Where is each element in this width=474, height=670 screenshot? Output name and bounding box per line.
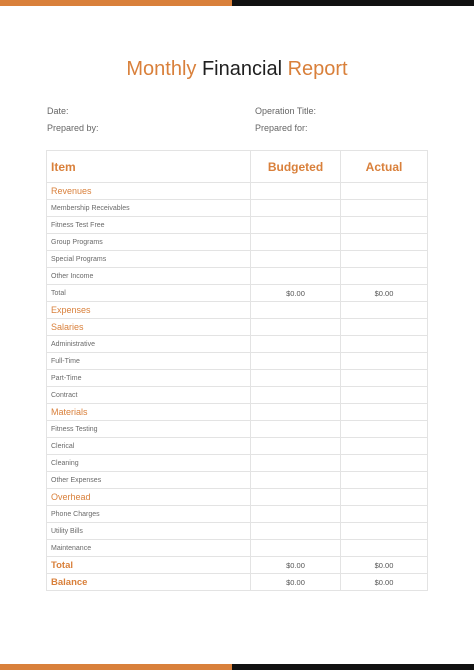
actual-cell: $0.00 [341, 557, 428, 574]
budgeted-cell: $0.00 [251, 285, 341, 302]
row-label: Utility Bills [47, 523, 251, 540]
title-word-monthly: Monthly [126, 58, 197, 80]
budgeted-cell [251, 268, 341, 285]
table-row [47, 302, 428, 319]
table-row [47, 234, 428, 251]
bottom-accent-bar [0, 664, 474, 670]
table-row [47, 404, 428, 421]
row-label: Other Income [47, 268, 251, 285]
row-label: Phone Charges [47, 506, 251, 523]
actual-cell: $0.00 [341, 285, 428, 302]
budgeted-cell [251, 234, 341, 251]
actual-cell [341, 404, 428, 421]
actual-cell [341, 387, 428, 404]
actual-cell [341, 336, 428, 353]
table-row [47, 557, 428, 574]
actual-cell [341, 353, 428, 370]
row-label: Revenues [47, 183, 251, 200]
table-row [47, 217, 428, 234]
table-row [47, 353, 428, 370]
row-label: Membership Receivables [47, 200, 251, 217]
table-row [47, 523, 428, 540]
budgeted-cell: $0.00 [251, 574, 341, 591]
row-label: Fitness Testing [47, 421, 251, 438]
row-label: Group Programs [47, 234, 251, 251]
table-row [47, 387, 428, 404]
actual-cell [341, 540, 428, 557]
budgeted-cell [251, 370, 341, 387]
actual-cell [341, 217, 428, 234]
table-row [47, 285, 428, 302]
budgeted-cell [251, 506, 341, 523]
row-label: Administrative [47, 336, 251, 353]
budgeted-cell: $0.00 [251, 557, 341, 574]
row-label: Total [47, 557, 251, 574]
budgeted-cell [251, 200, 341, 217]
budgeted-cell [251, 540, 341, 557]
actual-cell [341, 472, 428, 489]
row-label: Other Expenses [47, 472, 251, 489]
title-word-financial: Financial [201, 58, 283, 80]
actual-cell [341, 523, 428, 540]
row-label: Expenses [47, 302, 251, 319]
actual-cell [341, 234, 428, 251]
budgeted-cell [251, 489, 341, 506]
table-row [47, 336, 428, 353]
operation-title-label: Operation Title: [255, 106, 317, 116]
budgeted-cell [251, 336, 341, 353]
row-label: Part-Time [47, 370, 251, 387]
header-item: Item [47, 151, 251, 183]
prepared-for-label: Prepared for: [255, 123, 308, 133]
actual-cell [341, 370, 428, 387]
budgeted-cell [251, 404, 341, 421]
table-row [47, 540, 428, 557]
table-row [47, 489, 428, 506]
actual-cell [341, 268, 428, 285]
table-row [47, 472, 428, 489]
row-label: Full-Time [47, 353, 251, 370]
page-title [0, 56, 474, 82]
actual-cell [341, 183, 428, 200]
actual-cell [341, 200, 428, 217]
actual-cell: $0.00 [341, 574, 428, 591]
table-row [47, 251, 428, 268]
header-actual: Actual [341, 151, 428, 183]
budgeted-cell [251, 251, 341, 268]
top-bar-dark-segment [232, 0, 474, 6]
table-row [47, 455, 428, 472]
bottom-bar-dark-segment [232, 664, 474, 670]
budgeted-cell [251, 523, 341, 540]
actual-cell [341, 319, 428, 336]
row-label: Total [47, 285, 251, 302]
row-label: Cleaning [47, 455, 251, 472]
budgeted-cell [251, 387, 341, 404]
budgeted-cell [251, 217, 341, 234]
budgeted-cell [251, 353, 341, 370]
row-label: Contract [47, 387, 251, 404]
actual-cell [341, 421, 428, 438]
bottom-bar-orange-segment [0, 664, 232, 670]
table-row [47, 183, 428, 200]
row-label: Special Programs [47, 251, 251, 268]
row-label: Fitness Test Free [47, 217, 251, 234]
row-label: Clerical [47, 438, 251, 455]
actual-cell [341, 302, 428, 319]
financial-report-table [46, 150, 428, 591]
table-row [47, 438, 428, 455]
table-body [47, 183, 428, 591]
table-row [47, 319, 428, 336]
row-label: Salaries [47, 319, 251, 336]
budgeted-cell [251, 455, 341, 472]
top-accent-bar [0, 0, 474, 6]
budgeted-cell [251, 472, 341, 489]
table-row [47, 268, 428, 285]
table-header-row [47, 151, 428, 183]
actual-cell [341, 438, 428, 455]
header-budgeted: Budgeted [251, 151, 341, 183]
title-word-report: Report [287, 58, 348, 80]
actual-cell [341, 489, 428, 506]
budgeted-cell [251, 438, 341, 455]
budgeted-cell [251, 183, 341, 200]
actual-cell [341, 455, 428, 472]
row-label: Materials [47, 404, 251, 421]
actual-cell [341, 506, 428, 523]
table-row [47, 574, 428, 591]
table-row [47, 506, 428, 523]
table-row [47, 370, 428, 387]
actual-cell [341, 251, 428, 268]
table-row [47, 421, 428, 438]
budgeted-cell [251, 421, 341, 438]
row-label: Balance [47, 574, 251, 591]
table-row [47, 200, 428, 217]
date-label: Date: [47, 106, 69, 116]
budgeted-cell [251, 319, 341, 336]
top-bar-orange-segment [0, 0, 232, 6]
row-label: Overhead [47, 489, 251, 506]
row-label: Maintenance [47, 540, 251, 557]
prepared-by-label: Prepared by: [47, 123, 99, 133]
budgeted-cell [251, 302, 341, 319]
